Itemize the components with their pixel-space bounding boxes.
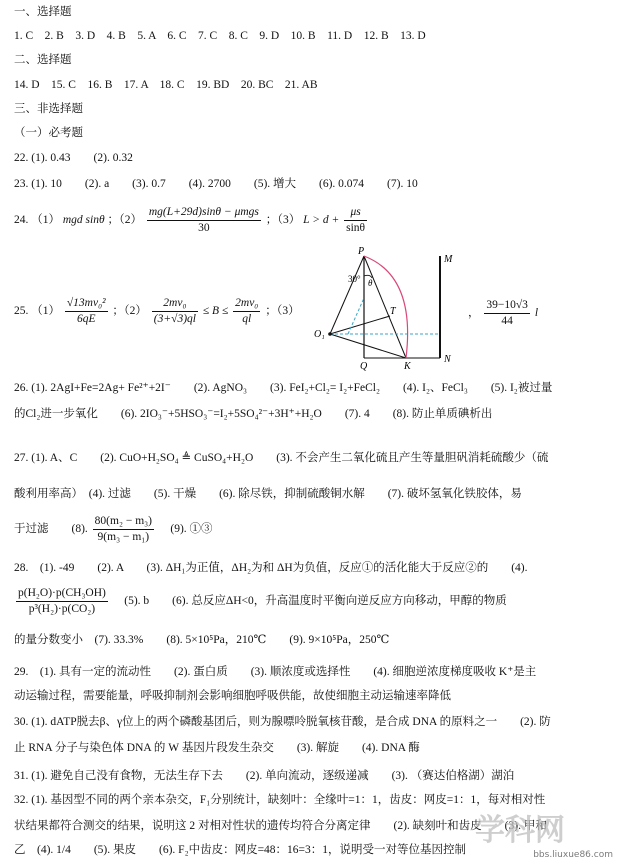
- q25-part3-answer: [468, 298, 538, 329]
- o1p-line: [330, 256, 364, 334]
- label-o1: O₁: [314, 329, 325, 340]
- q27-answer-line1: 27. (1). A、C (2). CuO+H₂SO₄ ≜ CuSO₄+H₂O (3). 不会产生二氧化硫且产生等量胆矾消耗硫酸少（硫: [14, 452, 549, 464]
- pk-line: [364, 256, 406, 358]
- q25-part2-left-denominator: (3+√3)ql: [153, 313, 196, 325]
- q25-part1-numerator: √13mv₀²: [65, 296, 108, 312]
- q25-part3-comma: ，: [468, 307, 480, 320]
- mc-answers-2: 14. D 15. C 16. B 17. A 18. C 19. BD 20. BC 21. AB: [14, 79, 318, 91]
- theta-label: θ: [368, 278, 373, 288]
- q30-answer-line2: 止 RNA 分子与染色体 DNA 的 W 基因片段发生杂交 (3). 解旋 (4). DNA 酶: [14, 742, 420, 754]
- q24-part3-label: ；（3）: [265, 214, 301, 227]
- watermark-logo: [471, 806, 621, 852]
- label-n: N: [444, 354, 451, 365]
- q25-part2-left-numerator: 2mv₀: [152, 296, 198, 312]
- q28-line2-suffix: (5). b (6). 总反应ΔH<0，升高温度时平衡向逆反应方向移动，甲醇的物质: [112, 595, 507, 608]
- q25-part1-label: （1）: [31, 305, 60, 318]
- section-heading-1: 一、选择题: [14, 6, 72, 18]
- q24-part1-label: （1）: [31, 214, 60, 227]
- q24-part3-expr: L > d +: [303, 214, 340, 227]
- q24-part1-expr: mgd sinθ: [62, 214, 105, 227]
- q28-numerator: p(H₂O)·p(CH₃OH): [16, 586, 108, 602]
- q32-answer-line1: 32. (1). 基因型不同的两个亲本杂交，F₁分别统计，缺刻叶：全缘叶=1：1，齿皮：网皮=1：1，每对相对性: [14, 794, 546, 806]
- q25-part2-right-fraction: [233, 296, 260, 327]
- q25-label: 25.: [14, 305, 29, 318]
- q28-answer-line1: 28. (1). -49 (2). A (3). ΔH₁为正值，ΔH₂为和 ΔH为负值，反应①的活化能大于反应②的 (4).: [14, 562, 528, 574]
- watermark-url: bbs.liuxue86.com: [533, 850, 613, 860]
- q25-part3-unit: l: [534, 307, 539, 320]
- q25-diagram: [308, 246, 468, 372]
- q27-denominator: 9(m₃ − m₁): [97, 531, 150, 543]
- q25-part2-right-denominator: ql: [242, 313, 252, 325]
- q25-answer: [14, 296, 300, 327]
- q27-numerator: 80(m₂ − m₃): [93, 514, 154, 530]
- q28-fraction: [16, 586, 108, 617]
- q27-fraction: [93, 514, 154, 545]
- section-heading-3: 三、非选择题: [14, 103, 83, 115]
- q24-answer: [14, 205, 369, 236]
- label-q: Q: [360, 361, 368, 372]
- o1-point: [328, 332, 332, 336]
- q27-line3-suffix: (9). ①③: [158, 523, 213, 536]
- q31-answer: 31. (1). 避免自己没有食物，无法生存下去 (2). 单向流动，逐级递减 (3). （赛达伯格湖）湖泊: [14, 770, 515, 782]
- q24-part2-label: ；（2）: [107, 214, 142, 227]
- q29-answer-line2: 动运输过程，需要能量，呼吸抑制剂会影响细胞呼吸供能，故使细胞主动运输速率降低: [14, 690, 451, 702]
- q28-denominator: p³(H₂)·p(CO₂): [28, 603, 96, 615]
- q24-part2-denominator: 30: [198, 222, 210, 234]
- label-k: K: [404, 361, 411, 372]
- q25-part2-left-fraction: [152, 296, 198, 327]
- subsection-required: （一）必考题: [14, 127, 83, 139]
- q23-answer: 23. (1). 10 (2). a (3). 0.7 (4). 2700 (5). 增大 (6). 0.074 (7). 10: [14, 178, 418, 190]
- label-p: P: [358, 246, 365, 257]
- q25-part1-fraction: [65, 296, 108, 327]
- q32-answer-line3: 乙 (4). 1/4 (5). 果皮 (6). F₂中齿皮：网皮=48：16=3：1，说明受一对等位基因控制: [14, 844, 467, 856]
- q25-part3-denominator: 44: [501, 315, 513, 327]
- q28-answer-line2: [14, 586, 507, 617]
- q25-part2-right-numerator: 2mv₀: [233, 296, 260, 312]
- o1k-line: [330, 334, 406, 358]
- q24-part2-fraction: [147, 205, 261, 236]
- section-heading-2: 二、选择题: [14, 54, 72, 66]
- o1-dashed-line: [348, 298, 364, 334]
- label-m: M: [444, 254, 453, 265]
- q29-answer-line1: 29. (1). 具有一定的流动性 (2). 蛋白质 (3). 顺浓度或选择性 (4). 细胞逆浓度梯度吸收 K⁺是主: [14, 666, 537, 678]
- q25-part1-denominator: 6qE: [76, 313, 96, 325]
- q25-part3-numerator: 39−10√3: [484, 298, 530, 314]
- q28-answer-line3: 的量分数变小 (7). 33.3% (8). 5×10⁵Pa，210℃ (9). 9×10⁵Pa，250℃: [14, 634, 390, 646]
- q22-answer: 22. (1). 0.43 (2). 0.32: [14, 152, 133, 164]
- q25-part2-inequality: ≤ B ≤: [202, 305, 229, 318]
- q26-answer-line1: 26. (1). 2AgI+Fe=2Ag+ Fe²⁺+2I⁻ (2). AgNO₃ (3). FeI₂+Cl₂= I₂+FeCl₂ (4). I₂、FeCl₃ (5). I₂被过量: [14, 382, 553, 394]
- q24-part3-denominator: sinθ: [346, 222, 366, 234]
- watermark-text: 学科网: [475, 813, 565, 848]
- q24-part3-fraction: [344, 205, 367, 236]
- q25-part3-fraction: [484, 298, 530, 329]
- q25-part2-label: ；（2）: [112, 305, 147, 318]
- q32-answer-line2: 状结果都符合测交的结果，说明这 2 对相对性状的遗传均符合分离定律 (2). 缺刻叶和齿皮 (3). 甲和: [14, 820, 547, 832]
- label-t: T: [390, 306, 396, 317]
- o1t-line: [330, 316, 390, 334]
- q27-answer-line3: [14, 514, 213, 545]
- q24-part2-numerator: mg(L+29d)sinθ − μmgs: [147, 205, 261, 221]
- q27-answer-line2: 酸利用率高） (4). 过滤 (5). 干燥 (6). 除尽铁，抑制硫酸铜水解 (7). 破坏氢氧化铁胶体，易: [14, 488, 522, 500]
- angle-30-label: 30°: [348, 274, 361, 284]
- q25-part3-label: ；（3）: [265, 305, 300, 318]
- q24-label: 24.: [14, 214, 29, 227]
- q30-answer-line1: 30. (1). dATP脱去β、γ位上的两个磷酸基团后，则为腺嘌呤脱氧核苷酸，是合成 DNA 的原料之一 (2). 防: [14, 716, 551, 728]
- q24-part3-numerator: μs: [344, 205, 367, 221]
- q27-line3-prefix: 于过滤 (8).: [14, 523, 88, 536]
- mc-answers-1: 1. C 2. B 3. D 4. B 5. A 6. C 7. C 8. C 9. D 10. B 11. D 12. B 13. D: [14, 30, 426, 42]
- q26-answer-line2: 的Cl₂进一步氧化 (6). 2IO₃⁻+5HSO₃⁻=I₂+5SO₄²⁻+3H⁺+H₂O (7). 4 (8). 防止单质碘析出: [14, 408, 493, 420]
